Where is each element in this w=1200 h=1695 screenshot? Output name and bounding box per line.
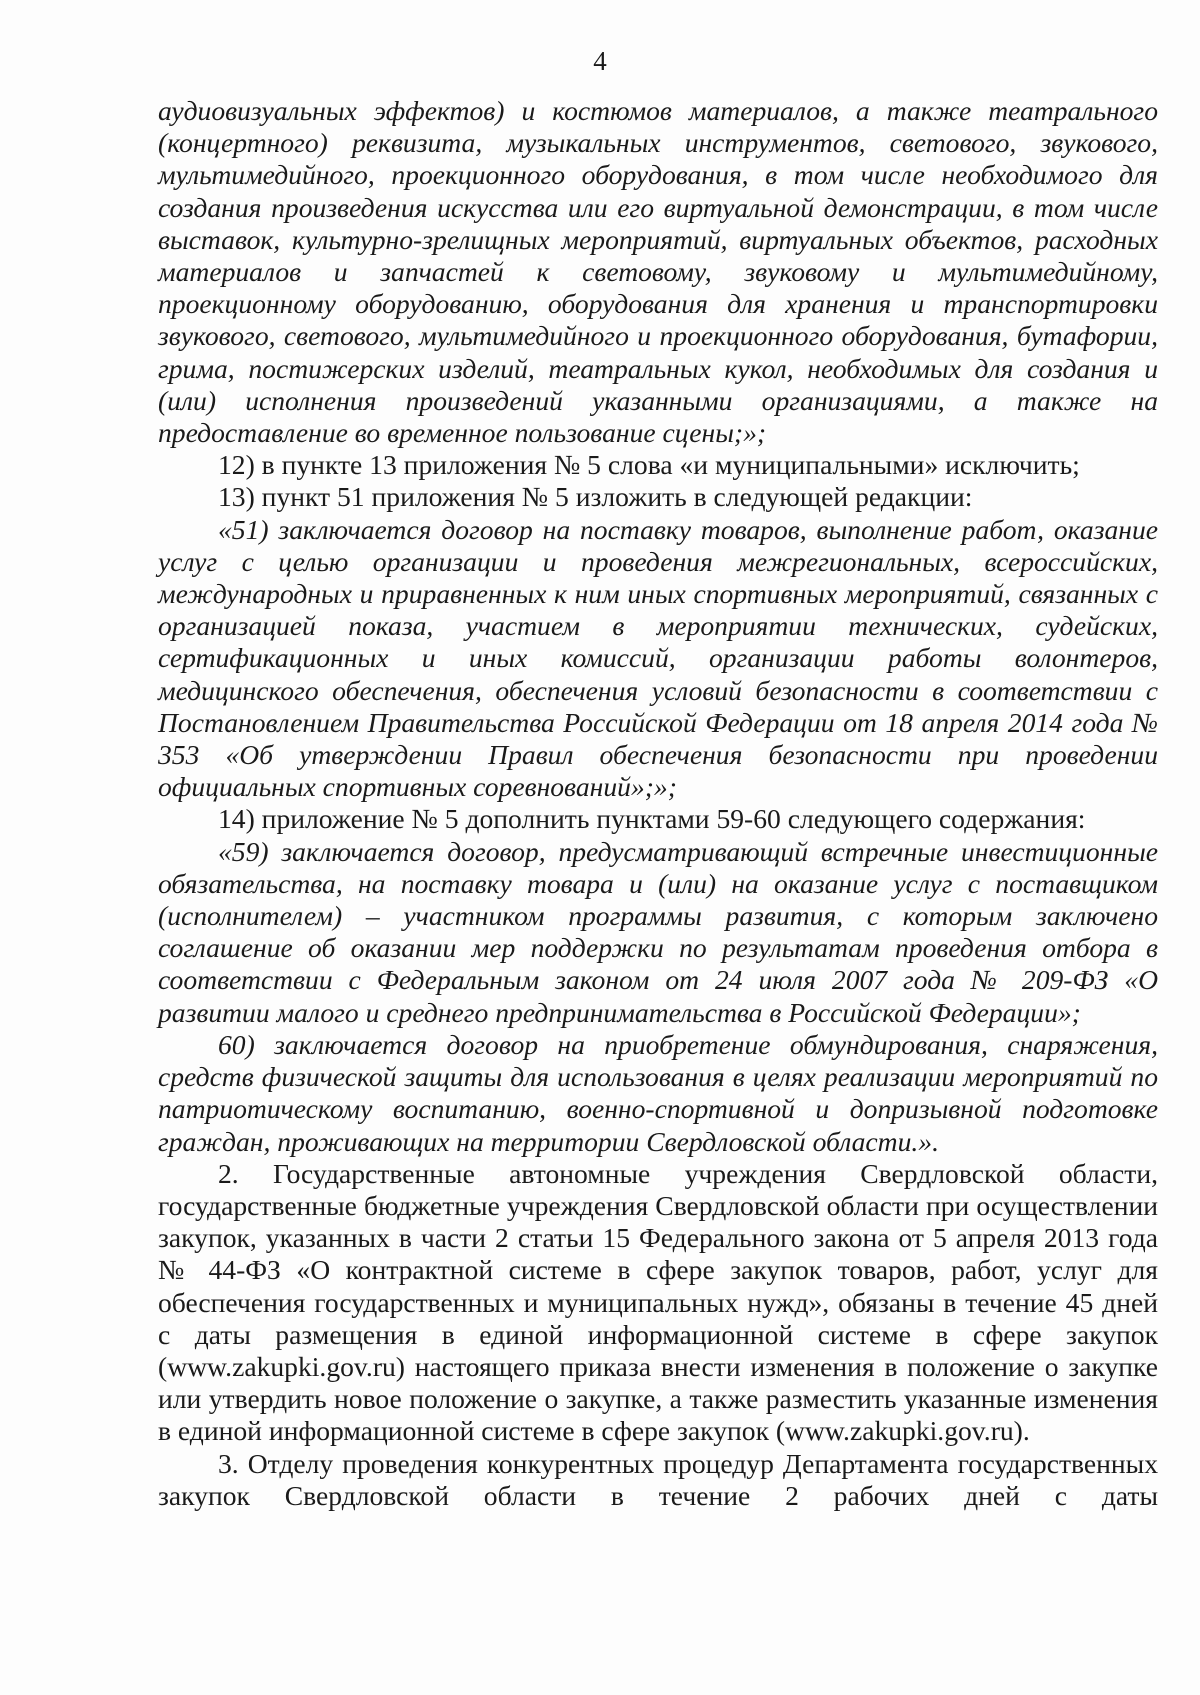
paragraph-point-60: 60) заключается договор на приобретение обмундирования, снаряжения, средств физической защиты для использования в целях реализации мероприятий по патриотическому воспитанию, военно-спортивной и допризывной подготовке граждан, проживающих на территории Свердловской области.».: [158, 1028, 1158, 1157]
paragraph-item-13: 13) пункт 51 приложения № 5 изложить в следующей редакции:: [218, 481, 973, 513]
paragraph-section-2: 2. Государственные автономные учреждения Свердловской области, государственные бюджетные учреждения Свердловской области при осуществлении закупок, указанных в части 2 статьи 15 Федерального закона от 5 апреля 2013 года № 44-ФЗ «О контрактной системе в сфере закупок товаров, работ, услуг для обеспечения государственных и муниципальных нужд», обязаны в течение 45 дней с даты размещения в единой информационной системе в сфере закупок (www.zakupki.gov.ru) настоящего приказа внести изменения в положение о закупке или утвердить новое положение о закупке, а также разместить указанные изменения в единой информационной системе в сфере закупок (www.zakupki.gov.ru).: [158, 1157, 1158, 1447]
page-number: 4: [593, 46, 607, 76]
paragraph-point-59: «59) заключается договор, предусматривающий встречные инвестиционные обязательства, на поставку товара и (или) на оказание услуг с поставщиком (исполнителем) – участником программы развития, с которым заключено соглашение об оказании мер поддержки по результатам проведения отбора в соответствии с Федеральным законом от 24 июля 2007 года № 209-ФЗ «О развитии малого и среднего предпринимательства в Российской Федерации»;: [158, 835, 1158, 1028]
paragraph-item-12: 12) в пункте 13 приложения № 5 слова «и муниципальными» исключить;: [218, 449, 1080, 481]
paragraph-section-3: 3. Отделу проведения конкурентных процедур Департамента государственных закупок Свердловской области в течение 2 рабочих дней с даты: [158, 1447, 1158, 1511]
paragraph-item-14: 14) приложение № 5 дополнить пунктами 59-60 следующего содержания:: [218, 803, 1086, 835]
document-body: [158, 95, 1158, 1512]
paragraph-point-51: «51) заключается договор на поставку товаров, выполнение работ, оказание услуг с целью организации и проведения межрегиональных, всероссийских, международных и приравненных к ним иных спортивных мероприятий, связанных с организацией показа, участием в мероприятии технических, судейских, сертификационных и иных комиссий, организации работы волонтеров, медицинского обеспечения, обеспечения условий безопасности в соответствии с Постановлением Правительства Российской Федерации от 18 апреля 2014 года № 353 «Об утверждении Правил обеспечения безопасности при проведении официальных спортивных соревнований»;»;: [158, 513, 1158, 803]
paragraph-appendix-continuation: аудиовизуальных эффектов) и костюмов материалов, а также театрального (концертного) реквизита, музыкальных инструментов, светового, звукового, мультимедийного, проекционного оборудования, в том числе необходимого для создания произведения искусства или его виртуальной демонстрации, в том числе выставок, культурно-зрелищных мероприятий, виртуальных объектов, расходных материалов и запчастей к световому, звуковому и мультимедийному, проекционному оборудованию, оборудования для хранения и транспортировки звукового, светового, мультимедийного и проекционного оборудования, бутафории, грима, постижерских изделий, театральных кукол, необходимых для создания и (или) исполнения произведений указанными организациями, а также на предоставление во временное пользование сцены;»;: [158, 95, 1158, 449]
